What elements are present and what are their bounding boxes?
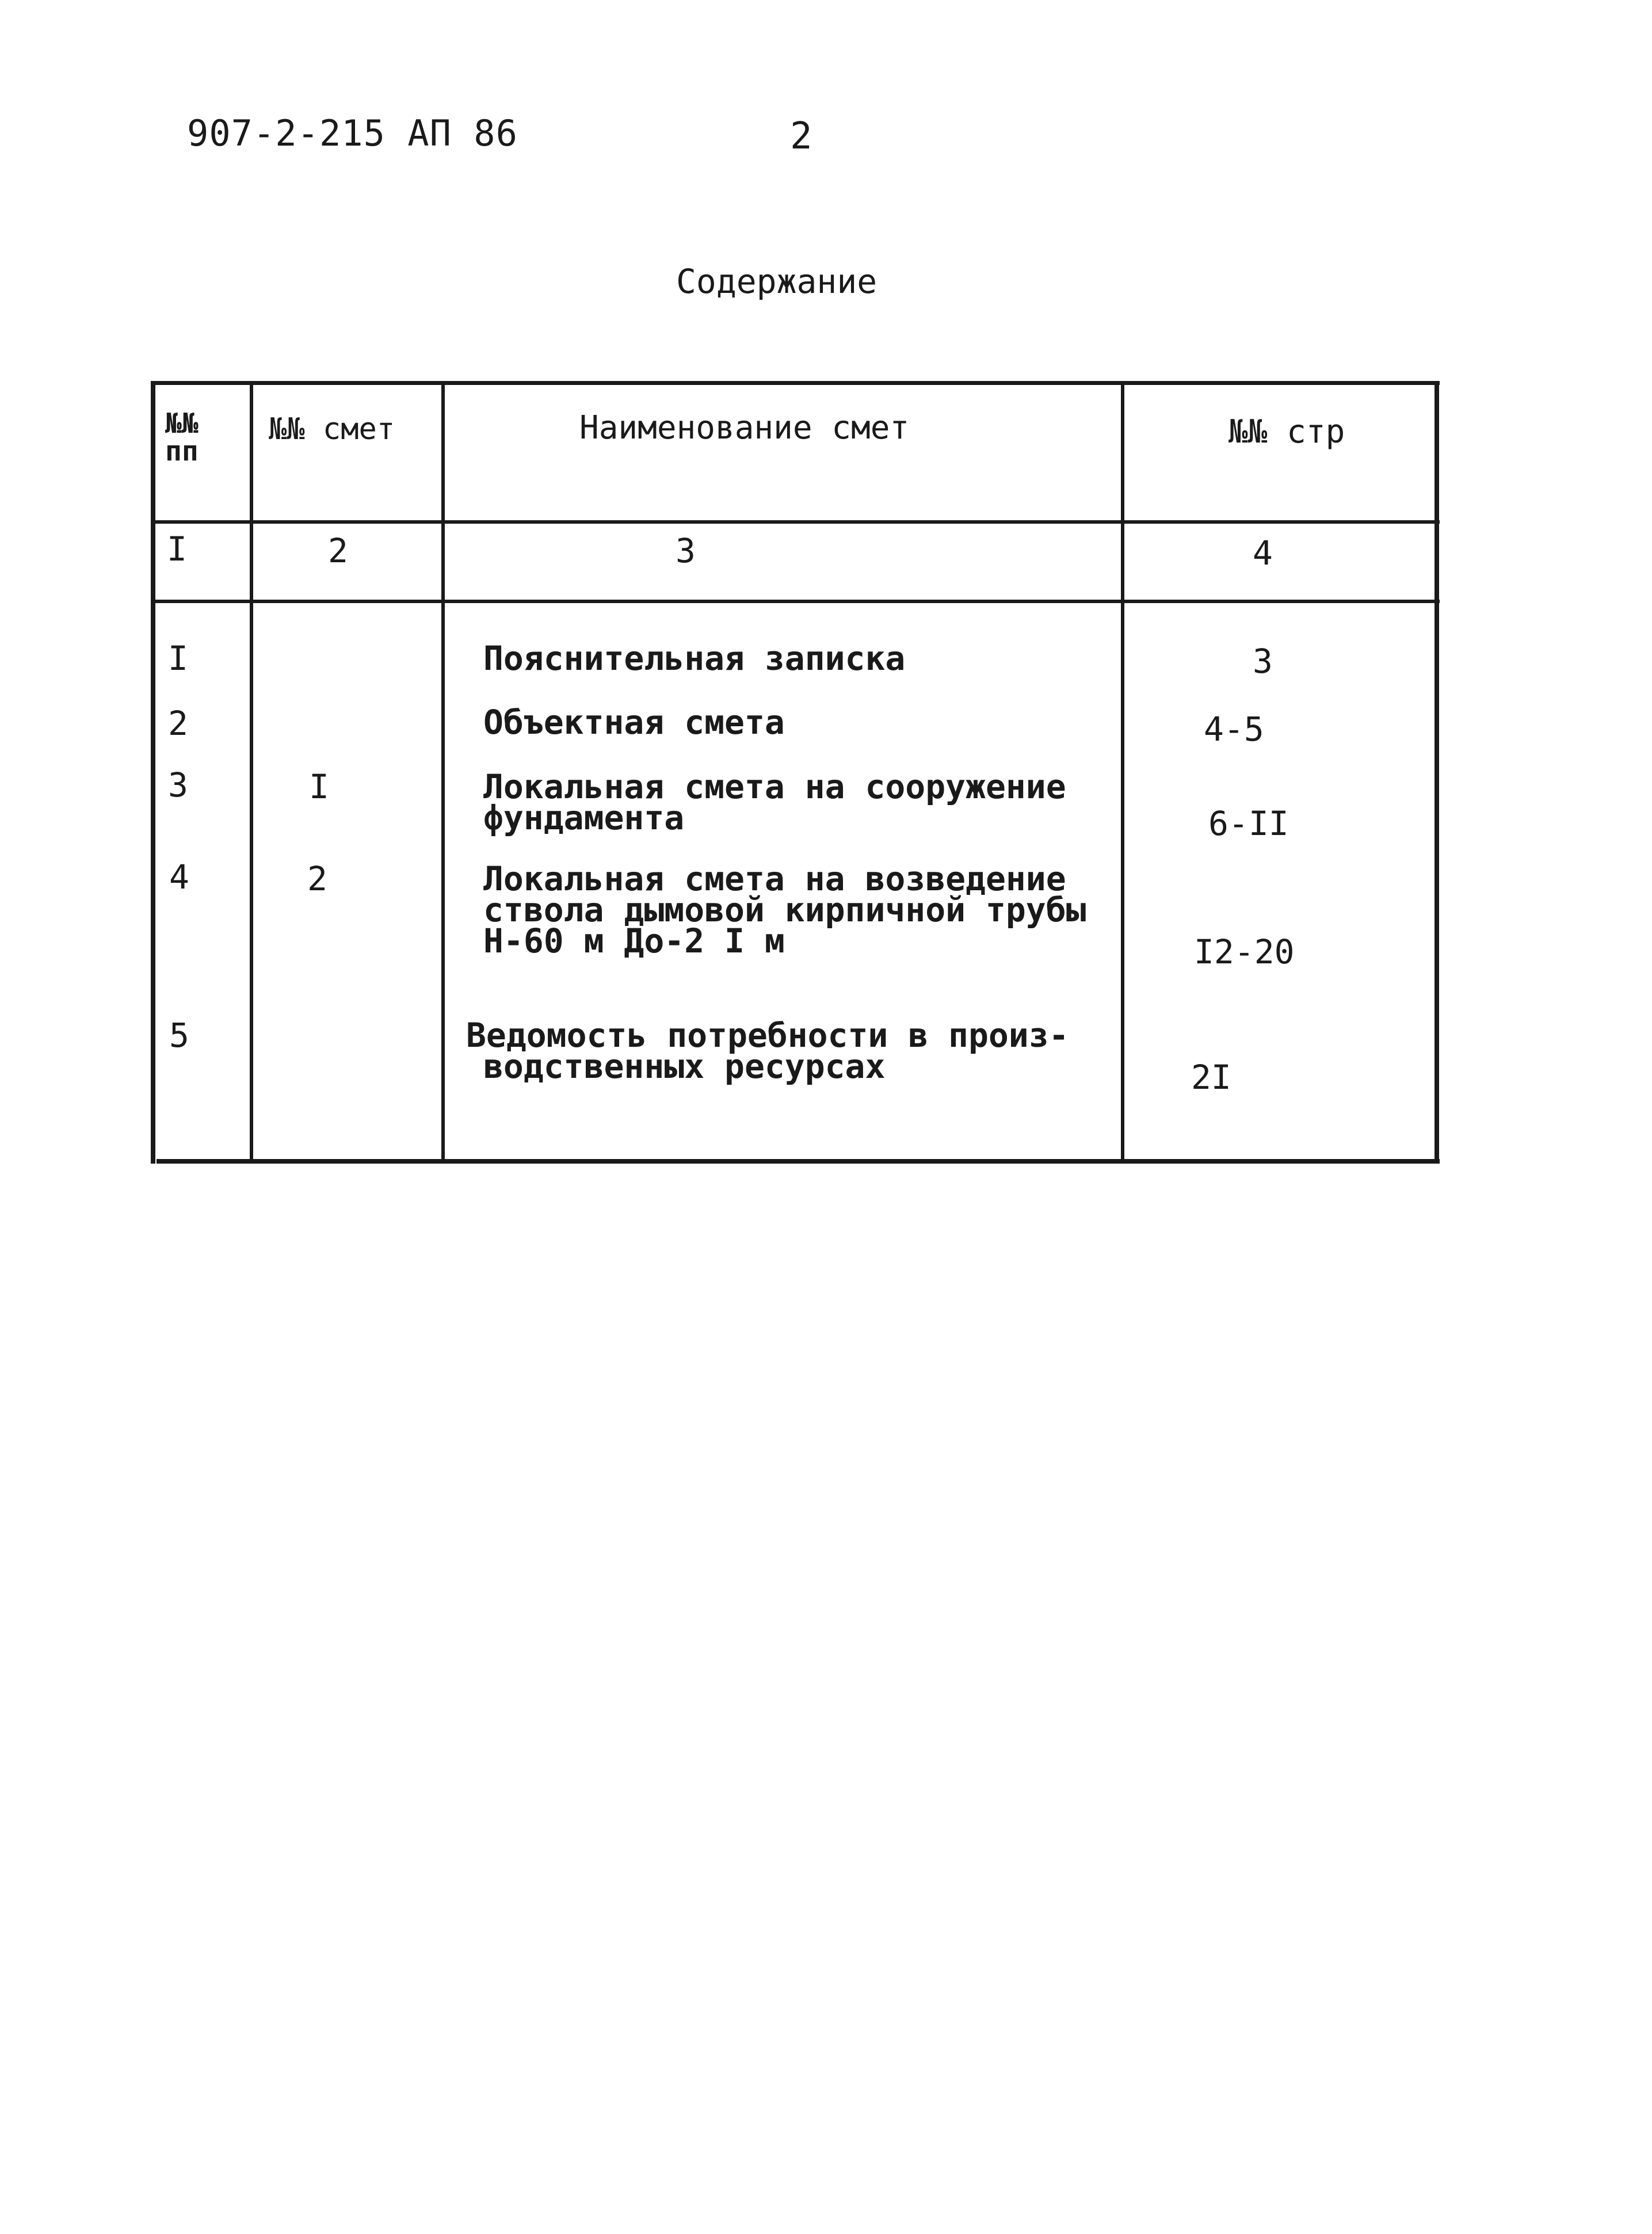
numbering-cell-2: 2 xyxy=(328,531,348,570)
row-name xyxy=(483,639,906,678)
row-number: 3 xyxy=(168,765,188,805)
row-name-line: Локальная смета на сооружение xyxy=(483,767,1066,806)
row-name-line: Объектная смета xyxy=(483,703,785,742)
row-pages: 6-II xyxy=(1208,804,1289,843)
row-number: I xyxy=(168,639,188,678)
header-col1 xyxy=(165,407,199,467)
numbering-cell-1: I xyxy=(167,529,187,569)
page-number: 2 xyxy=(790,115,812,158)
row-pages: 4-5 xyxy=(1204,710,1264,749)
row-estimate: 2 xyxy=(307,859,327,898)
numbering-divider xyxy=(151,600,1440,603)
row-name xyxy=(483,703,785,742)
page-code: 907-2-215 АП 86 xyxy=(187,112,518,154)
row-name-line: Н-60 м До-2 I м xyxy=(483,921,785,960)
header-col1-line1: №№ xyxy=(165,407,199,440)
row-pages: I2-20 xyxy=(1194,932,1295,971)
numbering-cell-4: 4 xyxy=(1253,533,1273,573)
numbering-cell-3: 3 xyxy=(676,531,696,570)
header-col1-line2: пп xyxy=(165,435,199,467)
row-name xyxy=(483,859,1086,960)
contents-table xyxy=(151,381,1440,1164)
row-name xyxy=(466,1016,1069,1086)
header-col2: №№ смет xyxy=(269,412,395,447)
header-col3: Наименование смет xyxy=(579,409,910,447)
row-name-line: Пояснительная записка xyxy=(483,639,906,678)
row-name-line: Ведомость потребности в произ- xyxy=(466,1016,1069,1055)
column-divider-3 xyxy=(1121,381,1124,1164)
row-estimate: I xyxy=(309,767,329,806)
row-number: 5 xyxy=(169,1016,189,1055)
header-col4: №№ стр xyxy=(1228,413,1345,451)
row-name-line: водственных ресурсах xyxy=(483,1047,886,1086)
column-divider-2 xyxy=(441,381,445,1164)
row-number: 2 xyxy=(168,704,188,743)
column-divider-1 xyxy=(250,381,253,1164)
page-title: Содержание xyxy=(676,262,877,301)
row-pages: 3 xyxy=(1253,642,1273,681)
table-border-top xyxy=(151,381,1440,385)
row-number: 4 xyxy=(169,857,189,897)
row-name-line: фундамента xyxy=(483,798,685,837)
table-border-left xyxy=(151,381,155,1164)
row-pages: 2I xyxy=(1191,1058,1231,1097)
table-border-right xyxy=(1434,381,1439,1164)
row-name-line: Локальная смета на возведение xyxy=(483,859,1066,898)
table-border-bottom xyxy=(157,1159,1440,1164)
header-divider xyxy=(151,520,1440,524)
row-name xyxy=(483,767,1066,837)
row-name-line: ствола дымовой кирпичной трубы xyxy=(483,890,1086,929)
